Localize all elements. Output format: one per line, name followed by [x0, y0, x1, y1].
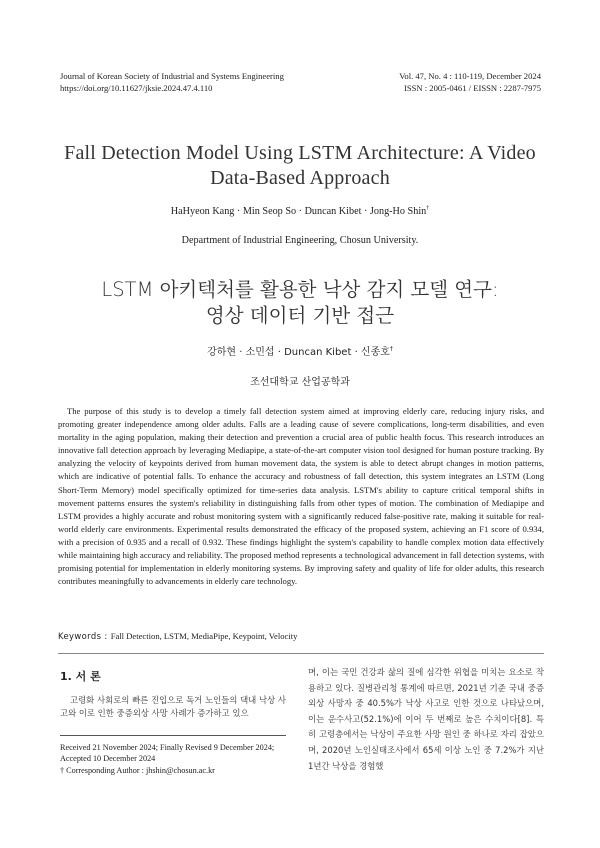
running-header-right — [399, 70, 541, 94]
english-author-list: HaHyeon Kang · Min Seop So · Duncan Kibet · Jong-Ho Shin — [170, 206, 427, 217]
issn-info: ISSN : 2005-0461 / EISSN : 2287-7975 — [403, 83, 541, 93]
korean-affiliation: 조선대학교 산업공학과 — [250, 377, 350, 388]
keywords-list: Fall Detection, LSTM, MediaPipe, Keypoint, Velocity — [110, 631, 298, 641]
korean-author-list: 강하현 · 소민섭 · Duncan Kibet · 신종호 — [207, 347, 390, 358]
journal-name: Journal of Korean Society of Industrial and Systems Engineering — [60, 71, 284, 81]
english-title — [0, 141, 600, 191]
footnotes — [60, 742, 290, 776]
footnote-corresponding-author: † Corresponding Author : jhshin@chosun.ac.kr — [60, 765, 215, 775]
body-column-left: 고령화 사회로의 빠른 진입으로 독거 노인들의 댁내 낙상 사고와 이로 인한 중증외상 사망 사례가 증가하고 있으 — [60, 695, 286, 719]
doi-link[interactable]: https://doi.org/10.11627/jksie.2024.47.4.110 — [60, 83, 213, 93]
english-title-line2: Data-Based Approach — [210, 167, 390, 189]
section-divider — [58, 653, 544, 654]
korean-corresponding-dagger: † — [389, 345, 393, 353]
volume-info: Vol. 47, No. 4 : 110-119, December 2024 — [399, 71, 541, 81]
korean-authors — [0, 343, 600, 358]
english-affiliation: Department of Industrial Engineering, Chosun University. — [181, 235, 419, 246]
body-column-right: 며, 이는 국민 건강과 삶의 질에 심각한 위협을 미치는 요소로 작용하고 있다. 질병관리청 통계에 따르면, 2021년 기준 국내 중증외상 사망자 중 40.5%가 낙상 사고로 인한 것으로 나타났으며, 이는 운수사고(52.1%)에 이어 두 번째로 높은 수치이다[8]. 특히 고령층에서는 낙상이 주요한 사망 원인 중 하나로 자리 잡았으며, 2020년 노인실태조사에서 65세 이상 노인 중 7.2%가 지난 1년간 낙상을 경험했 — [308, 667, 544, 771]
corresponding-dagger: † — [426, 205, 430, 212]
keywords-label: Keywords : — [58, 631, 111, 641]
abstract: The purpose of this study is to develop a timely fall detection system aimed at improving elderly care, reducing injury risks, and promoting greater independence among older adults. Falls are a leading cause of severe complications, long-term disabilities, and even mortality in the aging population, making their detection and prevention a crucial area of public health focus. This research introduces an innovative fall detection approach by leveraging Mediapipe, a state-of-the-art computer vision tool designed for human posture tracking. By analyzing the velocity of keypoints derived from human movement data, the system is able to detect abrupt changes in motion patterns, which are indicative of potential falls. To enhance the accuracy and robustness of fall detection, this system integrates an LSTM (Long Short-Term Memory) model specifically optimized for time-series data analysis. LSTM's ability to capture critical temporal shifts in movement patterns ensures the system's reliability in distinguishing falls from other types of motion. The combination of Mediapipe and LSTM provides a highly accurate and robust monitoring system with a significantly reduced false-positive rate, making it suitable for real-world elderly care environments. Experimental results demonstrated the efficacy of the proposed system, achieving an F1 score of 0.934, with a precision of 0.935 and a recall of 0.932. These findings highlight the system's capability to handle complex motion data effectively while maintaining high accuracy and reliability. The proposed method represents a technological advancement in fall detection systems, with promising potential for implementation in elderly monitoring systems. By improving safety and quality of life for older adults, this research contributes meaningfully to advancements in elderly care technology. — [58, 406, 544, 587]
english-title-line1: Fall Detection Model Using LSTM Architecture: A Video — [64, 142, 536, 164]
section-heading: 1. 서 론 — [60, 670, 101, 683]
korean-title-line2: 영상 데이터 기반 접근 — [205, 304, 395, 327]
running-header-left — [60, 70, 284, 94]
footnote-divider — [60, 735, 286, 736]
keywords-line — [58, 631, 544, 641]
korean-title-line1: LSTM 아키텍처를 활용한 낙상 감지 모델 연구: — [101, 278, 499, 301]
footnote-dates: Received 21 November 2024; Finally Revised 9 December 2024; Accepted 10 December 2024 — [60, 743, 275, 764]
english-authors — [0, 206, 600, 217]
korean-title — [0, 277, 600, 329]
